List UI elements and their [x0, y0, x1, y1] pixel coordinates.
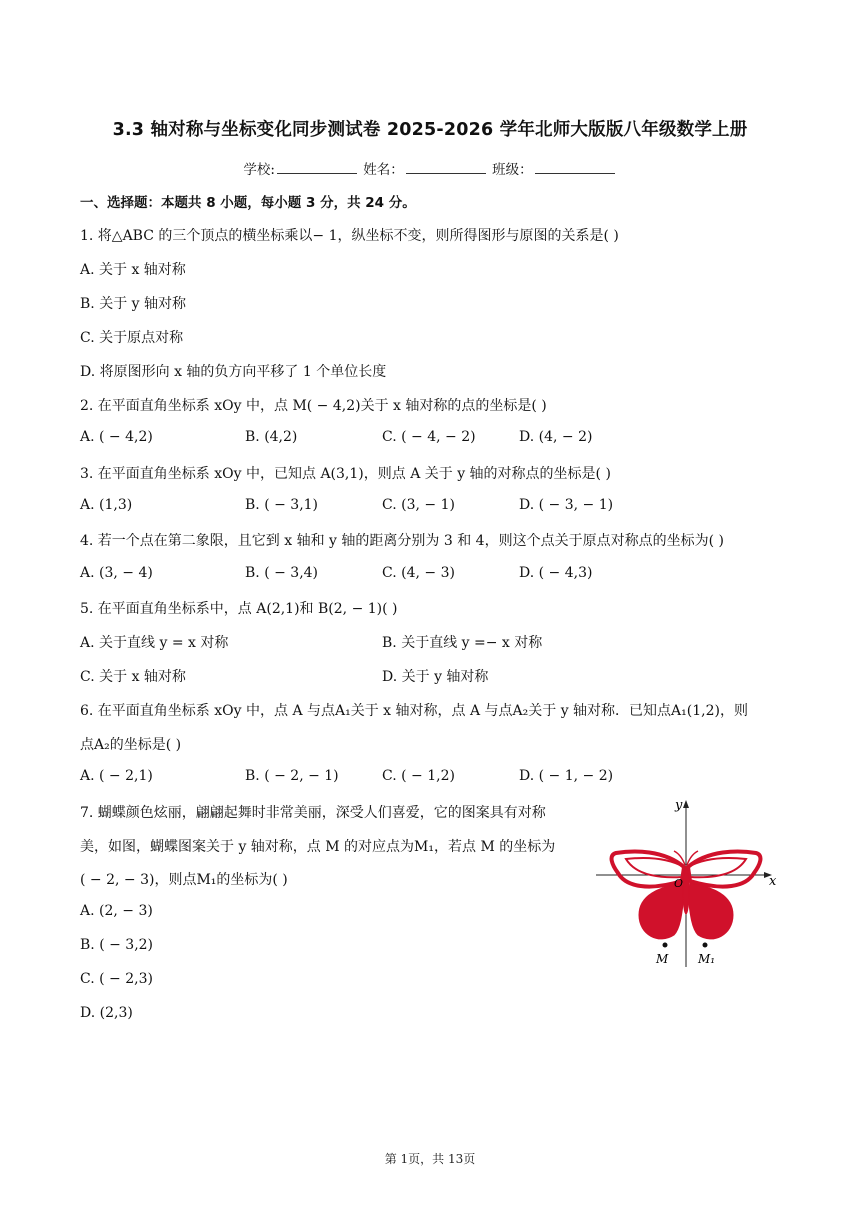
question-3-stem: 3. 在平面直角坐标系 xOy 中，已知点 A(3,1)，则点 A 关于 y 轴的对称点的坐标是( )	[80, 466, 611, 482]
question-1-option-d: D. 将原图形向 x 轴的负方向平移了 1 个单位长度	[80, 364, 387, 380]
question-5-option-d: D. 关于 y 轴对称	[382, 669, 489, 685]
question-2-option-d: D. (4, − 2)	[519, 429, 593, 445]
question-1-option-a: A. 关于 x 轴对称	[80, 262, 186, 278]
question-7-stem-cont-1: 美，如图，蝴蝶图案关于 y 轴对称，点 M 的对应点为M₁，若点 M 的坐标为	[80, 839, 556, 855]
point-m1	[703, 943, 708, 948]
question-4-option-d: D. ( − 4,3)	[519, 565, 593, 581]
question-6-stem-cont: 点A₂的坐标是( )	[80, 737, 182, 753]
question-2-option-a: A. ( − 4,2)	[80, 429, 153, 445]
butterfly-diagram	[594, 795, 784, 970]
class-label: 班级：	[492, 162, 533, 178]
left-lower-wing	[639, 883, 684, 939]
name-label: 姓名：	[363, 162, 404, 178]
question-3-option-a: A. (1,3)	[80, 497, 133, 513]
page-title: 3.3 轴对称与坐标变化同步测试卷 2025-2026 学年北师大版版八年级数学上册	[112, 120, 748, 140]
page-footer: 第 1页，共 13页	[384, 1152, 476, 1166]
x-axis-label: x	[769, 874, 777, 889]
question-2-option-b: B. (4,2)	[245, 429, 298, 445]
question-7-option-d: D. (2,3)	[80, 1005, 133, 1021]
student-info	[0, 158, 860, 178]
y-axis-label: y	[675, 798, 683, 813]
question-5-option-c: C. 关于 x 轴对称	[80, 669, 186, 685]
question-2-option-c: C. ( − 4, − 2)	[382, 429, 476, 445]
question-7-stem: 7. 蝴蝶颜色炫丽，翩翩起舞时非常美丽，深受人们喜爱，它的图案具有对称	[80, 805, 546, 821]
question-6-stem: 6. 在平面直角坐标系 xOy 中，点 A 与点A₁关于 x 轴对称，点 A 与点A₂关于 y 轴对称．已知点A₁(1,2)，则	[80, 703, 748, 719]
butterfly-figure	[594, 795, 784, 970]
m1-label: M₁	[698, 952, 716, 966]
question-4-option-b: B. ( − 3,4)	[245, 565, 319, 581]
question-1-option-b: B. 关于 y 轴对称	[80, 296, 186, 312]
m-label: M	[656, 952, 669, 966]
right-upper-wing	[688, 851, 760, 886]
class-blank	[535, 172, 615, 174]
question-6-option-c: C. ( − 1,2)	[382, 768, 455, 784]
question-6-option-b: B. ( − 2, − 1)	[245, 768, 339, 784]
question-2-stem: 2. 在平面直角坐标系 xOy 中，点 M( − 4,2)关于 x 轴对称的点的坐标是( )	[80, 398, 547, 414]
school-label: 学校:	[243, 162, 275, 178]
question-3-option-c: C. (3, − 1)	[382, 497, 455, 513]
question-6-option-d: D. ( − 1, − 2)	[519, 768, 614, 784]
school-blank	[277, 172, 357, 174]
question-4-stem: 4. 若一个点在第二象限，且它到 x 轴和 y 轴的距离分别为 3 和 4，则这个点关于原点对称点的坐标为( )	[80, 533, 724, 549]
question-1-option-c: C. 关于原点对称	[80, 330, 184, 346]
question-7-option-a: A. (2, − 3)	[80, 903, 153, 919]
question-4-option-c: C. (4, − 3)	[382, 565, 455, 581]
question-6-option-a: A. ( − 2,1)	[80, 768, 153, 784]
y-axis-arrow	[683, 800, 689, 808]
point-m	[663, 943, 668, 948]
question-5-stem: 5. 在平面直角坐标系中，点 A(2,1)和 B(2, − 1)( )	[80, 601, 398, 617]
section-heading: 一、选择题：本题共 8 小题，每小题 3 分，共 24 分。	[80, 195, 416, 211]
origin-label: O	[674, 877, 684, 890]
question-4-option-a: A. (3, − 4)	[80, 565, 153, 581]
question-7-option-b: B. ( − 3,2)	[80, 937, 154, 953]
name-blank	[406, 172, 486, 174]
question-3-option-b: B. ( − 3,1)	[245, 497, 319, 513]
butterfly-body	[683, 866, 689, 914]
question-5-option-b: B. 关于直线 y =− x 对称	[382, 635, 543, 651]
right-lower-wing	[688, 883, 733, 939]
question-7-option-c: C. ( − 2,3)	[80, 971, 153, 987]
question-1-stem: 1. 将△ABC 的三个顶点的横坐标乘以− 1，纵坐标不变，则所得图形与原图的关系是( )	[80, 228, 619, 244]
question-7-stem-cont-2: ( − 2, − 3)，则点M₁的坐标为( )	[80, 872, 288, 888]
question-5-option-a: A. 关于直线 y = x 对称	[80, 635, 229, 651]
question-3-option-d: D. ( − 3, − 1)	[519, 497, 614, 513]
